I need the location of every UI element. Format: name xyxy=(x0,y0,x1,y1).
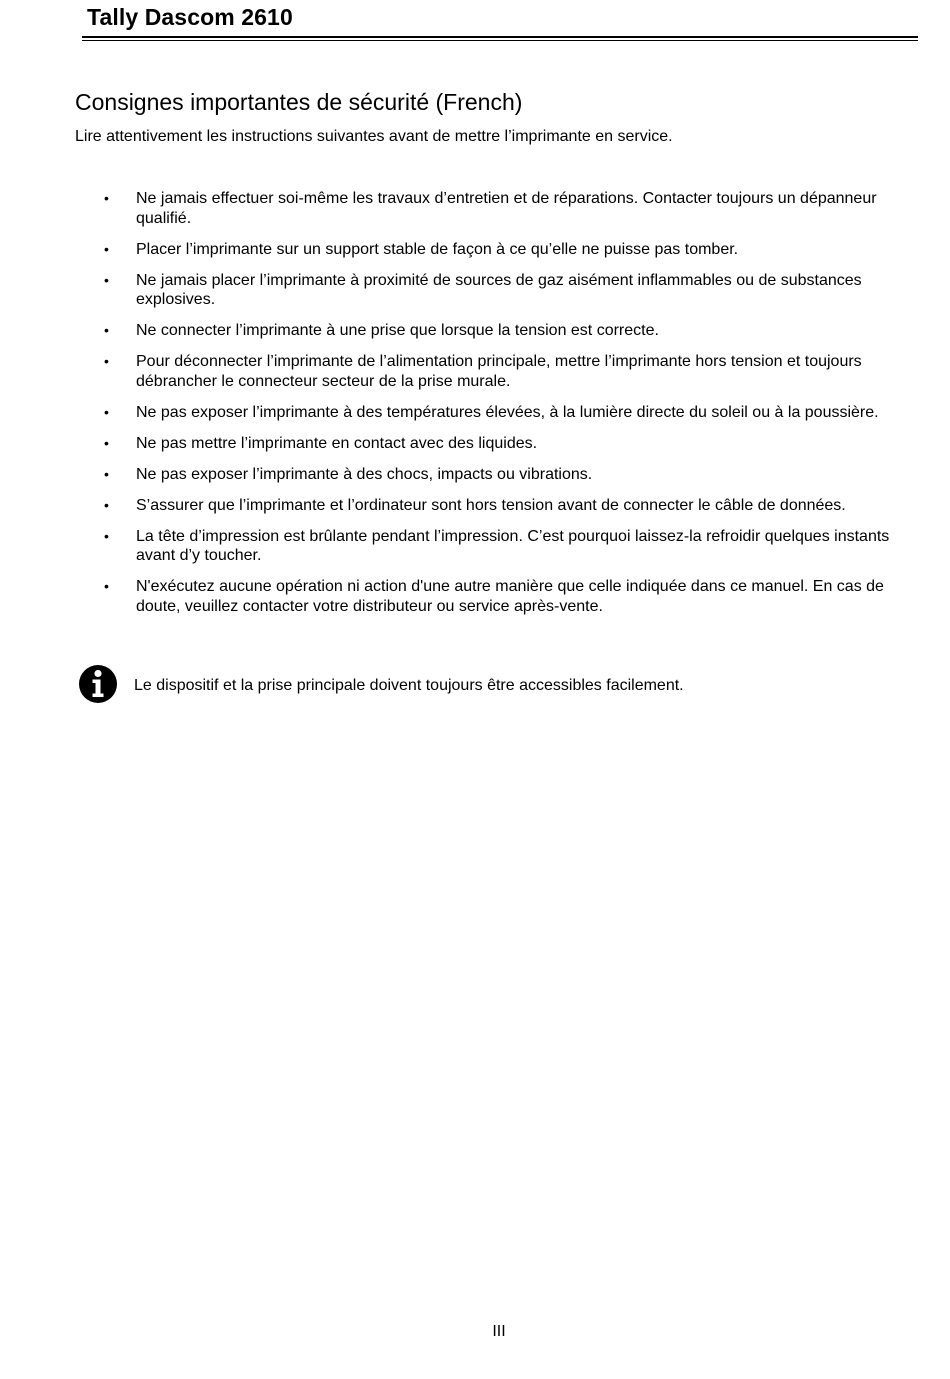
page-number: III xyxy=(492,1323,506,1340)
list-item xyxy=(0,527,950,566)
bullet-icon: • xyxy=(104,271,109,288)
list-item xyxy=(0,189,950,228)
list-item xyxy=(0,271,950,310)
info-icon xyxy=(78,664,118,704)
bullet-icon: • xyxy=(104,434,109,451)
list-item-text: Ne connecter l’imprimante à une prise que lorsque la tension est correcte. xyxy=(136,322,659,339)
bullet-icon: • xyxy=(104,403,109,420)
bullet-icon: • xyxy=(104,578,109,594)
list-item xyxy=(0,240,950,260)
info-note-text: Le dispositif et la prise principale doivent toujours être accessibles facilement. xyxy=(134,677,684,694)
list-item-text: N'exécutez aucune opération ni action d'une autre manière que celle indiquée dans ce manuel. En cas de doute, veuillez contacter votre distributeur ou service après-vente. xyxy=(136,578,884,615)
list-item-text: Ne jamais placer l’imprimante à proximité de sources de gaz aisément inflammables ou de substances explosives. xyxy=(136,271,862,308)
list-item-text: La tête d’impression est brûlante pendant l’impression. C’est pourquoi laissez-la refroidir quelques instants avant d’y toucher. xyxy=(136,527,890,564)
list-item xyxy=(0,465,950,485)
list-item-text: Ne pas exposer l’imprimante à des températures élevées, à la lumière directe du soleil ou à la poussière. xyxy=(136,403,879,421)
list-item xyxy=(0,352,950,391)
bullet-icon: • xyxy=(104,465,109,482)
list-item xyxy=(0,496,950,516)
list-item xyxy=(0,403,950,423)
bullet-icon: • xyxy=(104,527,109,544)
list-item xyxy=(0,577,950,616)
list-item-text: Placer l’imprimante sur un support stable de façon à ce qu’elle ne puisse pas tomber. xyxy=(136,240,739,258)
header-rule xyxy=(82,36,918,38)
bullet-icon: • xyxy=(104,353,109,369)
section-title: Consignes importantes de sécurité (French) xyxy=(75,89,523,115)
bullet-icon: • xyxy=(104,496,109,513)
list-item-text: Pour déconnecter l’imprimante de l’alimentation principale, mettre l’imprimante hors tension et toujours débrancher le connecteur secteur de la prise murale. xyxy=(136,353,862,390)
list-item-text: Ne jamais effectuer soi-même les travaux d’entretien et de réparations. Contacter toujours un dépanneur qualifié. xyxy=(136,190,877,227)
list-item-text: Ne pas exposer l’imprimante à des chocs, impacts ou vibrations. xyxy=(136,465,593,483)
header-rule-secondary xyxy=(82,40,918,41)
intro-paragraph: Lire attentivement les instructions suivantes avant de mettre l’imprimante en service. xyxy=(75,128,673,145)
bullet-icon: • xyxy=(104,190,109,206)
info-note xyxy=(78,664,918,704)
bullet-icon: • xyxy=(104,322,109,338)
list-item-text: Ne pas mettre l’imprimante en contact avec des liquides. xyxy=(136,434,538,452)
list-item xyxy=(0,321,950,341)
bullet-icon: • xyxy=(104,240,109,257)
list-item-text: S’assurer que l’imprimante et l’ordinateur sont hors tension avant de connecter le câble de données. xyxy=(136,496,846,514)
document-header-title: Tally Dascom 2610 xyxy=(87,4,293,30)
list-item xyxy=(0,434,950,454)
safety-instructions-list xyxy=(0,189,950,628)
